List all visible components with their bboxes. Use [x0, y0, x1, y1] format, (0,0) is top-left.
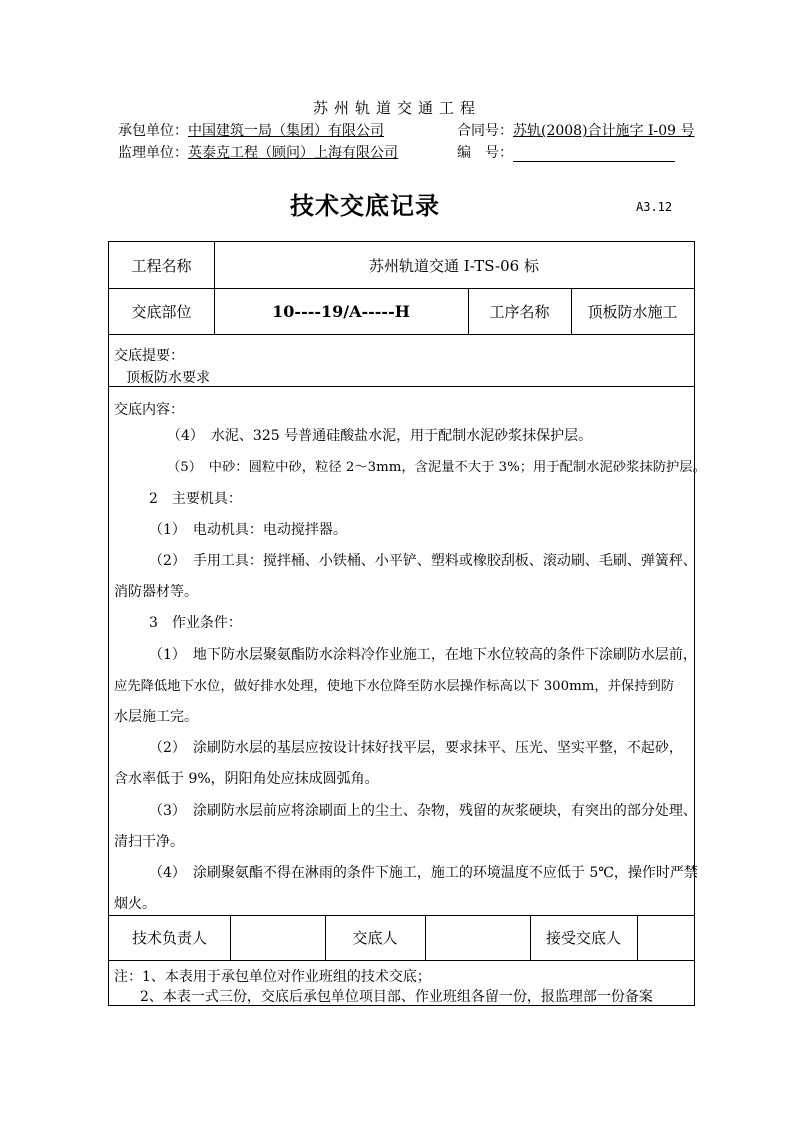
number-label: 编 号： — [457, 145, 513, 161]
content-line: （2） 涂刷防水层的基层应按设计抹好找平层，要求抹平、压光、坚实平整，不起砂， — [149, 740, 683, 756]
supervisor-label: 监理单位： — [118, 145, 188, 161]
receiver-label: 接受交底人 — [545, 929, 621, 947]
summary-label: 交底提要： — [114, 348, 184, 364]
content-line: （2） 手用工具：搅拌桶、小铁桶、小平铲、塑料或橡胶刮板、滚动刷、毛刷、弹簧秤、 — [149, 553, 697, 569]
page-title: 技术交底记录 — [290, 192, 440, 220]
content-line: 含水率低于 9%，阴阳角处应抹成圆弧角。 — [114, 771, 379, 787]
tech-lead-label: 技术负责人 — [131, 929, 207, 947]
content-line: 清扫干净。 — [114, 834, 184, 850]
contract-no-value: 苏轨(2008)合计施字 I-09 号 — [513, 123, 695, 139]
contractor-line — [118, 120, 384, 140]
content-line: 应先降低地下水位，做好排水处理，使地下水位降至防水层操作标高以下 300mm，并保持到防 — [114, 679, 675, 694]
content-line: 3 作业条件： — [149, 615, 242, 631]
receiver-field[interactable] — [637, 915, 694, 960]
content-line: （3） 涂刷防水层前应将涂刷面上的尘土、杂物，残留的灰浆硬块，有突出的部分处理、 — [149, 803, 697, 819]
content-line: （4） 涂刷聚氨酯不得在淋雨的条件下施工，施工的环境温度不应低于 5℃，操作时严禁 — [149, 865, 698, 881]
project-name-value: 苏州轨道交通 I-TS-06 标 — [369, 256, 539, 275]
contractor-label: 承包单位： — [118, 123, 188, 139]
content-line: （5） 中砂：圆粒中砂，粒径 2～3mm，含泥量不大于 3%；用于配制水泥砂浆抹防护层。 — [167, 460, 706, 475]
number-line — [457, 142, 675, 162]
content-line: 2 主要机具： — [149, 491, 242, 507]
tech-lead-field[interactable] — [230, 915, 325, 960]
content-label: 交底内容： — [114, 402, 184, 418]
note-line-1: 注：1、本表用于承包单位对作业班组的技术交底； — [114, 969, 431, 985]
content-line: 消防器材等。 — [114, 584, 198, 600]
location-value: 10----19/A-----H — [272, 301, 410, 321]
project-title: 苏州轨道交通工程 — [312, 99, 481, 117]
contract-no-line — [457, 120, 695, 140]
number-field[interactable] — [513, 147, 675, 162]
form-code: A3.12 — [636, 200, 673, 214]
content-line: （4） 水泥、325 号普通硅酸盐水泥，用于配制水泥砂浆抹保护层。 — [167, 428, 593, 444]
note-line-2: 2、本表一式三份，交底后承包单位项目部、作业班组各留一份，报监理部一份备案 — [140, 989, 653, 1005]
contract-no-label: 合同号： — [457, 123, 513, 139]
project-name-label: 工程名称 — [131, 256, 192, 275]
location-label: 交底部位 — [131, 302, 192, 321]
content-line: （1） 地下防水层聚氨酯防水涂料冷作业施工，在地下水位较高的条件下涂刷防水层前， — [149, 647, 697, 663]
supervisor-line — [118, 142, 398, 162]
record-table — [108, 241, 706, 1006]
presenter-field[interactable] — [425, 915, 530, 960]
contractor-value: 中国建筑一局（集团）有限公司 — [188, 123, 384, 139]
summary-value: 顶板防水要求 — [126, 370, 210, 386]
process-value: 顶板防水施工 — [587, 302, 678, 321]
supervisor-value: 英泰克工程（顾问）上海有限公司 — [188, 145, 398, 161]
content-line: 烟火。 — [114, 896, 156, 912]
content-line: 水层施工完。 — [114, 709, 198, 725]
process-label: 工序名称 — [489, 302, 550, 321]
presenter-label: 交底人 — [352, 929, 398, 947]
content-line: （1） 电动机具：电动搅拌器。 — [149, 522, 347, 538]
